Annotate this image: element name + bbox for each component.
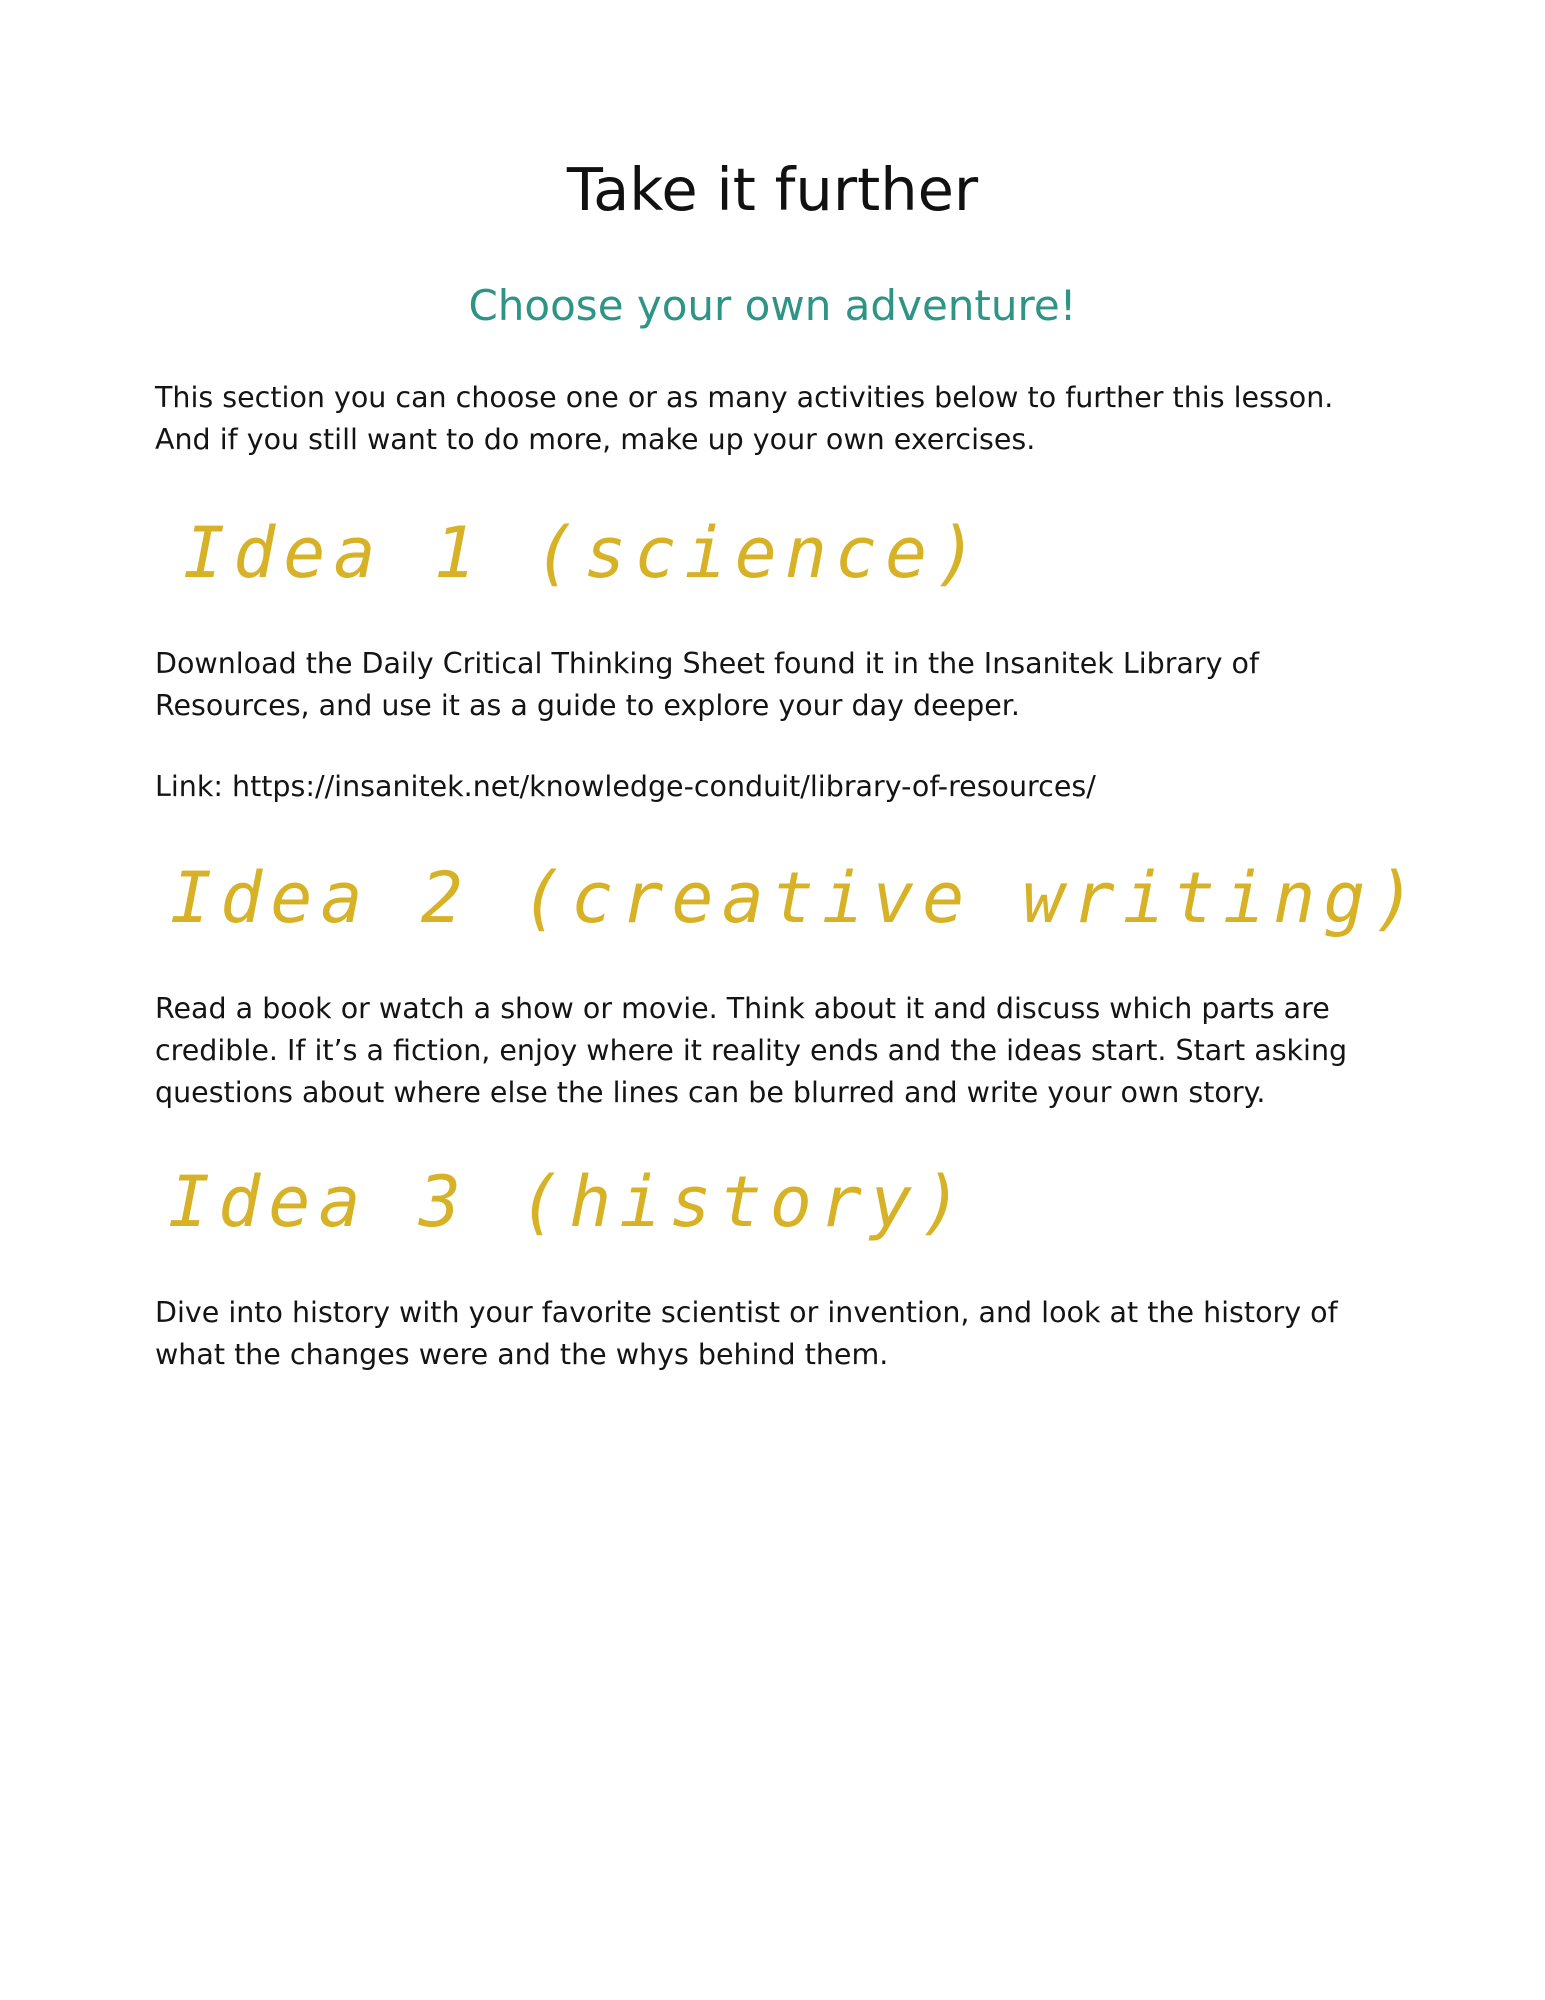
idea-1-link[interactable]: Link: https://insanitek.net/knowledge-conduit/library-of-resources/ xyxy=(155,770,1096,803)
idea-1-paragraph xyxy=(155,643,1415,727)
intro-line: And if you still want to do more, make up your own exercises. xyxy=(155,423,1036,456)
idea-1-line: Download the Daily Critical Thinking Sheet found it in the Insanitek Library of xyxy=(155,647,1259,680)
intro-paragraph xyxy=(155,377,1415,461)
idea-2-line: Read a book or watch a show or movie. Think about it and discuss which parts are xyxy=(155,992,1330,1025)
idea-1-heading: Idea 1 (science) xyxy=(183,512,986,594)
page-title: Take it further xyxy=(566,155,979,224)
idea-2-line: questions about where else the lines can be blurred and write your own story. xyxy=(155,1076,1266,1109)
idea-2-paragraph xyxy=(155,988,1415,1114)
idea-3-paragraph xyxy=(155,1292,1415,1376)
idea-3-line: what the changes were and the whys behind them. xyxy=(155,1338,889,1371)
idea-3-heading: Idea 3 (history) xyxy=(168,1161,971,1243)
idea-3-line: Dive into history with your favorite scientist or invention, and look at the history of xyxy=(155,1296,1338,1329)
idea-1-line: Resources, and use it as a guide to explore your day deeper. xyxy=(155,689,1020,722)
intro-line: This section you can choose one or as many activities below to further this lesson. xyxy=(155,381,1334,414)
page-subtitle: Choose your own adventure! xyxy=(468,281,1077,330)
idea-2-heading: Idea 2 (creative writing) xyxy=(170,857,1424,939)
idea-2-line: credible. If it’s a fiction, enjoy where it reality ends and the ideas start. Start asking xyxy=(155,1034,1348,1067)
